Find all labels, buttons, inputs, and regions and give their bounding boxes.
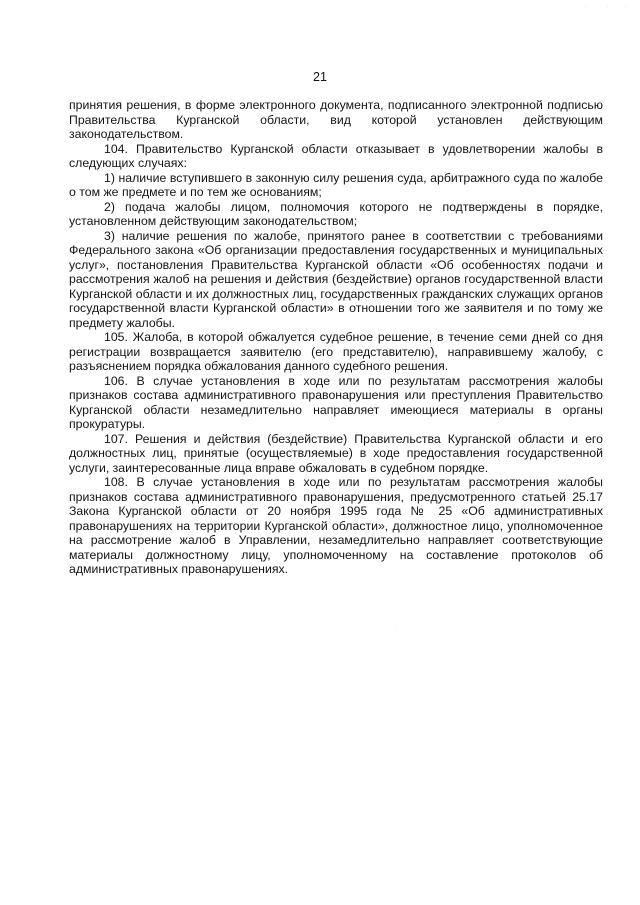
page-number: 21 <box>313 70 327 84</box>
scan-speck: · <box>585 4 587 10</box>
document-body <box>69 98 603 577</box>
paragraph-104-item-1: 1) наличие вступившего в законную силу решения суда, арбитражного суда по жалобе о том же предмете и по тем же основаниям; <box>69 170 603 199</box>
paragraph-continuation: принятия решения, в форме электронного документа, подписанного электронной подписью Правительства Курганской области, вид которой установлен действующим законодательством. <box>69 98 603 141</box>
paragraph-104-item-3: 3) наличие решения по жалобе, принятого ранее в соответствии с требованиями Федерального закона «Об организации предоставления государственных и муниципальных услуг», постановления Правительства Курганской области «Об особенностях подачи и рассмотрения жалоб на решения и действия (бездействие) органов государственной власти Курганской области и их должностных лиц, государственных гражданских служащих органов государственной власти Курганской области» в отношении того же заявителя и по тому же предмету жалобы. <box>69 228 603 330</box>
scan-speck: · <box>394 624 396 630</box>
paragraph-105: 105. Жалоба, в которой обжалуется судебное решение, в течение семи дней со дня регистрации возвращается заявителю (его представителю), направившему жалобу, с разъяснением порядка обжалования данного судебного решения. <box>69 330 603 373</box>
paragraph-108: 108. В случае установления в ходе или по результатам рассмотрения жалобы признаков состава административного правонарушения, предусмотренного статьей 25.17 Закона Курганской области от 20 ноября 1995 года № 25 «Об административных правонарушениях на территории Курганской области», должностное лицо, уполномоченное на рассмотрение жалоб в Управлении, незамедлительно направляет соответствующие материалы должностному лицу, уполномоченному на составление протоколов об административных правонарушениях. <box>69 475 603 576</box>
scan-speck: · <box>625 4 627 10</box>
scan-speck: · <box>606 4 608 10</box>
paragraph-107: 107. Решения и действия (бездействие) Правительства Курганской области и его должностных лиц, принятые (осуществляемые) в ходе предоставления государственной услуги, заинтересованные лица вправе обжаловать в судебном порядке. <box>69 431 603 475</box>
paragraph-106: 106. В случае установления в ходе или по результатам рассмотрения жалобы признаков состава административного правонарушения или преступления Правительство Курганской области незамедлительно направляет имеющиеся материалы в органы прокуратуры. <box>69 373 603 431</box>
paragraph-104: 104. Правительство Курганской области отказывает в удовлетворении жалобы в следующих случаях: <box>69 141 603 170</box>
paragraph-104-item-2: 2) подача жалобы лицом, полномочия которого не подтверждены в порядке, установленном действующим законодательством; <box>69 199 603 228</box>
